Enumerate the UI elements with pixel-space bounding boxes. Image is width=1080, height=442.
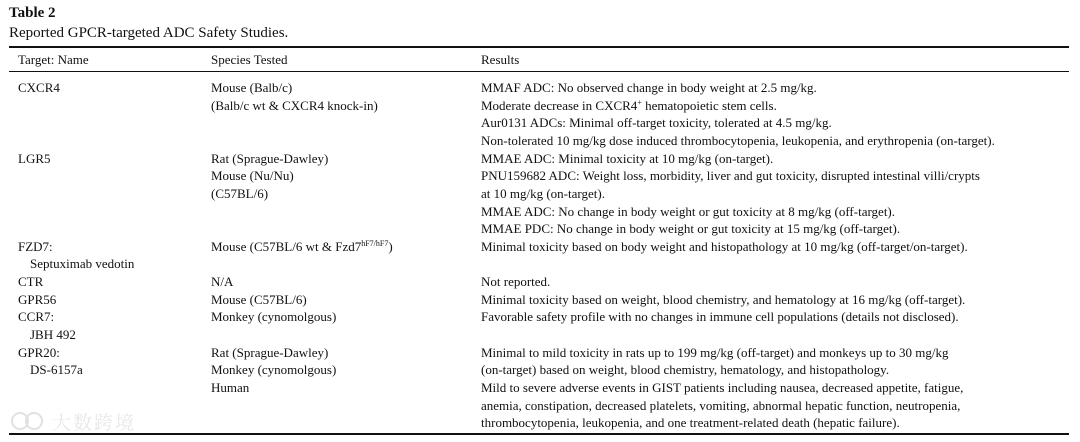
gpr20-species-1: Rat (Sprague-Dawley) [211,345,329,360]
ctr-result: Not reported. [481,274,551,289]
lgr5-result-3: at 10 mg/kg (on-target). [481,186,605,201]
table-title: Table 2 [9,5,56,21]
ctr-target: CTR [18,274,44,289]
fzd7-target: FZD7: [18,239,53,254]
cxcr4-result-3: Aur0131 ADCs: Minimal off-target toxicity, tolerated at 4.5 mg/kg. [481,115,832,130]
fzd7-result-1: Minimal toxicity based on body weight and histopathology at 10 mg/kg (off-target/on-target). [481,239,968,254]
ccr7-target: CCR7: [18,309,55,324]
watermark-logo-icon [8,406,48,436]
gpr20-result-2: (on-target) based on weight, blood chemistry, hematology, and histopathology. [481,362,890,377]
lgr5-species-3: (C57BL/6) [211,186,269,201]
gpr20-result-3: Mild to severe adverse events in GIST patients including nausea, decreased appetite, fatigue, [481,380,964,395]
watermark [8,406,148,436]
ccr7-drug-name: JBH 492 [30,327,76,342]
table-header-rule [9,71,1069,72]
watermark-text: 大数跨境 [52,412,137,434]
lgr5-result-2: PNU159682 ADC: Weight loss, morbidity, liver and gut toxicity, disrupted intestinal villi/crypts [481,168,980,183]
cxcr4-result-4: Non-tolerated 10 mg/kg dose induced thrombocytopenia, leukopenia, and erythropenia (on-target). [481,133,995,148]
header-results: Results [481,52,520,67]
gpr56-target: GPR56 [18,292,57,307]
lgr5-result-4: MMAE ADC: No change in body weight or gut toxicity at 8 mg/kg (off-target). [481,204,896,219]
gpr20-species-3: Human [211,380,250,395]
ccr7-result: Favorable safety profile with no changes in immune cell populations (details not disclosed). [481,309,959,324]
gpr56-result: Minimal toxicity based on weight, blood chemistry, and hematology at 16 mg/kg (off-target). [481,292,966,307]
gpr20-species-2: Monkey (cynomolgous) [211,362,337,377]
lgr5-result-1: MMAE ADC: Minimal toxicity at 10 mg/kg (on-target). [481,151,774,166]
fzd7-drug-name: Septuximab vedotin [30,256,135,271]
cxcr4-species-2: (Balb/c wt & CXCR4 knock-in) [211,98,378,113]
cxcr4-result-2: Moderate decrease in CXCR4+ hematopoietic stem cells. [481,98,777,113]
header-species: Species Tested [211,52,288,67]
table-caption: Reported GPCR-targeted ADC Safety Studies. [9,25,289,41]
lgr5-species-1: Rat (Sprague-Dawley) [211,151,329,166]
table-top-rule [9,46,1069,48]
cxcr4-result-1: MMAF ADC: No observed change in body weight at 2.5 mg/kg. [481,80,817,95]
ctr-species: N/A [211,274,234,289]
gpr20-target: GPR20: [18,345,60,360]
table-bottom-rule [9,433,1069,435]
cxcr4-species-1: Mouse (Balb/c) [211,80,293,95]
lgr5-target: LGR5 [18,151,51,166]
header-target: Target: Name [18,52,89,67]
lgr5-result-5: MMAE PDC: No change in body weight or gut toxicity at 15 mg/kg (off-target). [481,221,901,236]
fzd7-species: Mouse (C57BL/6 wt & $Fzd7^{hF7/hF7}$) [211,239,393,254]
gpr20-drug-name: DS-6157a [30,362,83,377]
cxcr4-target: CXCR4 [18,80,60,95]
gpr20-result-4: anemia, constipation, decreased platelets, vomiting, abnormal hepatic function, neutropenia, [481,398,961,413]
ccr7-species: Monkey (cynomolgous) [211,309,337,324]
gpr20-result-1: Minimal to mild toxicity in rats up to 199 mg/kg (off-target) and monkeys up to 30 mg/kg [481,345,949,360]
lgr5-species-2: Mouse (Nu/Nu) [211,168,294,183]
gpr20-result-5: thrombocytopenia, leukopenia, and one treatment-related death (hepatic failure). [481,415,900,430]
gpr56-species: Mouse (C57BL/6) [211,292,307,307]
